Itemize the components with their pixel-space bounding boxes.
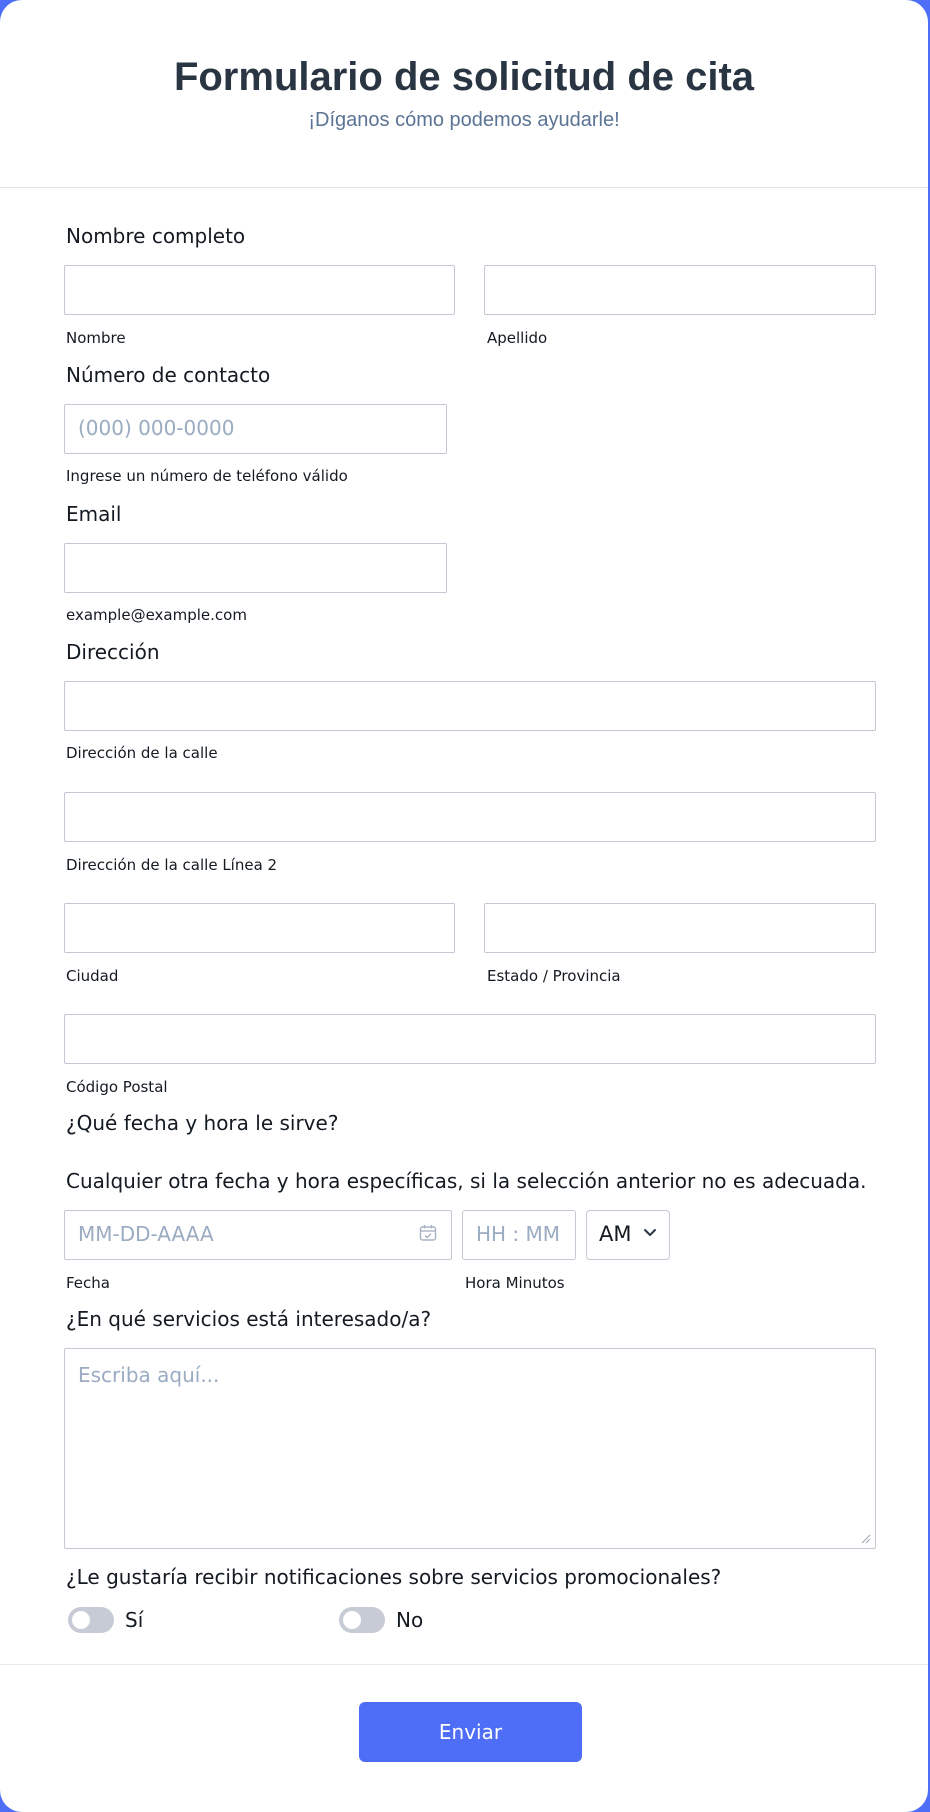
resize-handle-icon[interactable] <box>861 1534 871 1544</box>
ampm-value: AM <box>599 1222 632 1246</box>
ampm-select[interactable] <box>586 1210 670 1260</box>
full-name-label: Nombre completo <box>66 224 246 248</box>
services-textarea[interactable] <box>64 1348 876 1549</box>
first-name-input[interactable] <box>64 265 455 315</box>
phone-placeholder: (000) 000-0000 <box>78 416 235 440</box>
date-placeholder: MM-DD-AAAA <box>78 1222 214 1246</box>
time-placeholder: HH : MM <box>476 1222 561 1246</box>
phone-label: Número de contacto <box>66 363 271 387</box>
toggle-knob <box>72 1611 90 1629</box>
date-sublabel: Fecha <box>66 1274 110 1292</box>
chevron-down-icon <box>643 1227 657 1239</box>
alt-datetime-question: Cualquier otra fecha y hora específicas, si la selección anterior no es adecuada. <box>66 1169 867 1193</box>
page-subtitle: ¡Díganos cómo podemos ayudarle! <box>308 109 620 131</box>
street-address-line2-input[interactable] <box>64 792 876 842</box>
toggle-knob <box>343 1611 361 1629</box>
address-label: Dirección <box>66 640 160 664</box>
notifications-yes-toggle[interactable] <box>68 1607 114 1633</box>
notifications-yes-label: Sí <box>125 1608 144 1632</box>
submit-button[interactable]: Enviar <box>359 1702 582 1762</box>
state-input[interactable] <box>484 903 876 953</box>
street-address-input[interactable] <box>64 681 876 731</box>
email-input[interactable] <box>64 543 447 593</box>
notifications-no-label: No <box>396 1608 424 1632</box>
page-title: Formulario de solicitud de cita <box>173 55 755 99</box>
services-placeholder: Escriba aquí... <box>78 1363 220 1387</box>
last-name-input[interactable] <box>484 265 876 315</box>
time-sublabel: Hora Minutos <box>465 1274 565 1292</box>
email-label: Email <box>66 502 122 526</box>
city-input[interactable] <box>64 903 455 953</box>
date-input[interactable] <box>64 1210 452 1260</box>
time-input[interactable] <box>462 1210 576 1260</box>
email-hint: example@example.com <box>66 606 247 624</box>
datetime-question: ¿Qué fecha y hora le sirve? <box>66 1111 339 1135</box>
state-sublabel: Estado / Provincia <box>487 967 621 985</box>
services-label: ¿En qué servicios está interesado/a? <box>66 1307 432 1331</box>
calendar-icon[interactable] <box>419 1224 437 1242</box>
notifications-question: ¿Le gustaría recibir notificaciones sobre servicios promocionales? <box>66 1565 722 1589</box>
last-name-sublabel: Apellido <box>487 329 548 347</box>
first-name-sublabel: Nombre <box>66 329 126 347</box>
postal-code-input[interactable] <box>64 1014 876 1064</box>
footer-divider <box>0 1664 928 1665</box>
phone-hint: Ingrese un número de teléfono válido <box>66 467 348 485</box>
postal-code-sublabel: Código Postal <box>66 1078 168 1096</box>
street-address-line2-sublabel: Dirección de la calle Línea 2 <box>66 856 278 874</box>
phone-input[interactable] <box>64 404 447 454</box>
form-header <box>0 0 928 188</box>
street-address-sublabel: Dirección de la calle <box>66 744 218 762</box>
city-sublabel: Ciudad <box>66 967 119 985</box>
notifications-no-toggle[interactable] <box>339 1607 385 1633</box>
